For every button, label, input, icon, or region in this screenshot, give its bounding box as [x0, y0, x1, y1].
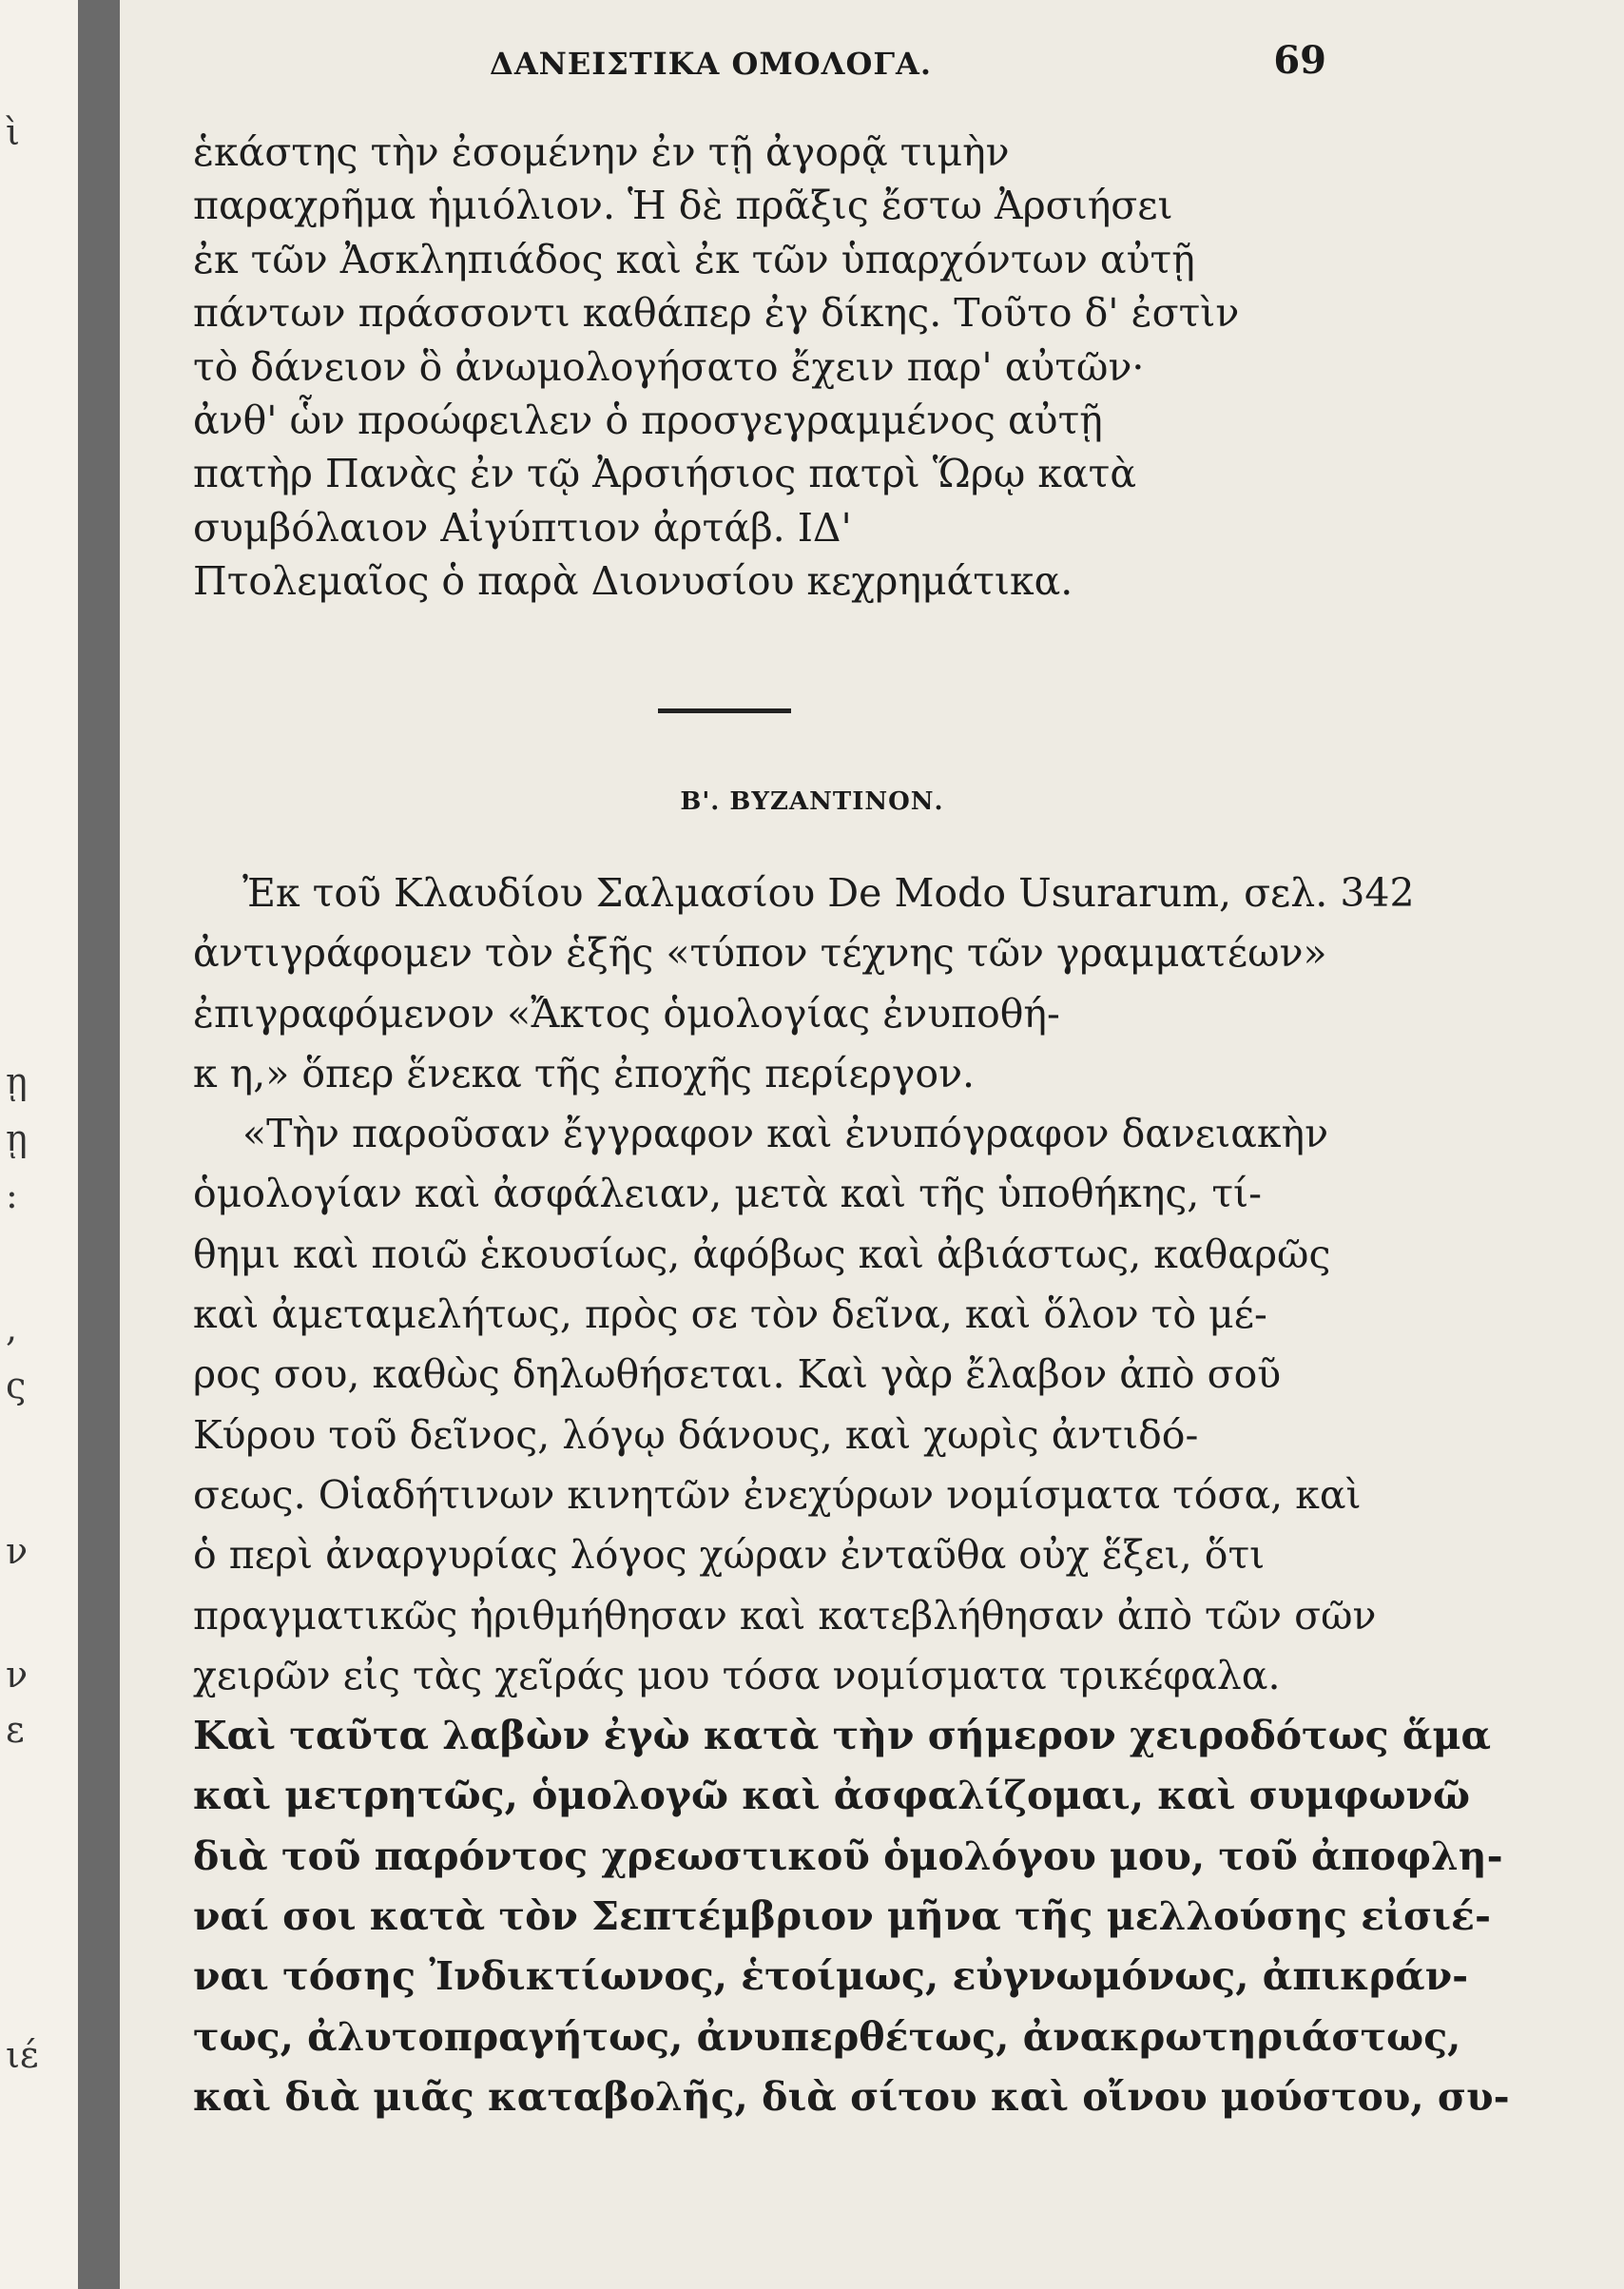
section-b-text	[193, 863, 1510, 2127]
text-line: ὁ περὶ ἀναργυρίας λόγος χώραν ἐνταῦθα οὐχ ἕξει, ὅτι	[193, 1532, 1266, 1579]
text-line: Καὶ ταῦτα λαβὼν ἐγὼ κατὰ τὴν σήμερον χειροδότως ἅμα	[193, 1713, 1492, 1759]
margin-fragment: ῃ	[6, 1060, 28, 1102]
text-line: Ἐκ τοῦ Κλαυδίου Σαλμασίου De Modo Usurarum, σελ. 342	[242, 870, 1415, 916]
text-line: σεως. Οἱαδήτινων κινητῶν ἐνεχύρων νομίσματα τόσα, καὶ	[193, 1471, 1362, 1518]
text-line: πάντων πράσσοντι καθάπερ ἐγ δίκης. Τοῦτο δ' ἐστὶν	[193, 290, 1240, 337]
margin-fragment: ν	[6, 1654, 29, 1696]
text-line: συμβόλαιον Αἰγύπτιον ἀρτάβ. ΙΔ'	[193, 504, 852, 551]
running-title: ΔΑΝΕΙΣΤΙΚΑ ΟΜΟΛΟΓΑ.	[490, 46, 933, 82]
text-line: κ η,» ὅπερ ἕνεκα τῆς ἐποχῆς περίεργον.	[193, 1050, 976, 1096]
text-line: διὰ τοῦ παρόντος χρεωστικοῦ ὁμολόγου μου, τοῦ ἀποφλη-	[193, 1833, 1503, 1879]
text-line: ὁμολογίαν καὶ ἀσφάλειαν, μετὰ καὶ τῆς ὑποθήκης, τί-	[193, 1171, 1262, 1217]
page-number: 69	[1273, 38, 1326, 83]
text-line: καὶ ἀμεταμελήτως, πρὸς σε τὸν δεῖνα, καὶ ὅλον τὸ μέ-	[193, 1291, 1267, 1338]
text-line: «Τὴν παροῦσαν ἔγγραφον καὶ ἐνυπόγραφον δανειακὴν	[242, 1111, 1329, 1157]
text-line: ναί σοι κατὰ τὸν Σεπτέμβριον μῆνα τῆς μελλούσης εἰσιέ-	[193, 1893, 1491, 1940]
text-line: θημι καὶ ποιῶ ἑκουσίως, ἀφόβως καὶ ἀβιάστως, καθαρῶς	[193, 1231, 1331, 1277]
text-line: τως, ἀλυτοπραγήτως, ἀνυπερθέτως, ἀνακρωτηριάστως,	[193, 2013, 1461, 2060]
previous-page-margin	[0, 0, 78, 2289]
text-line: ρος σου, καθὼς δηλωθήσεται. Καὶ γὰρ ἔλαβον ἀπὸ σοῦ	[193, 1351, 1282, 1398]
text-line: Κύρου τοῦ δεῖνος, λόγῳ δάνους, καὶ χωρὶς ἀντιδό-	[193, 1411, 1199, 1458]
text-line: ναι τόσης Ἰνδικτίωνος, ἑτοίμως, εὐγνωμόνως, ἀπικράν-	[193, 1953, 1469, 2000]
section-heading: Β'. ΒΥΖΑΝΤΙΝΟΝ.	[680, 787, 944, 816]
text-line: πραγματικῶς ἠριθμήθησαν καὶ κατεβλήθησαν ἀπὸ τῶν σῶν	[193, 1592, 1377, 1639]
text-line: ἑκάστης τὴν ἐσομένην ἐν τῇ ἀγορᾷ τιμὴν	[193, 129, 1010, 175]
margin-fragment: ὶ	[6, 111, 20, 153]
margin-fragment: ε	[6, 1709, 25, 1751]
text-line: τὸ δάνειον ὃ ἀνωμολογήσατο ἔχειν παρ' αὐτῶν·	[193, 343, 1145, 390]
text-line: πατὴρ Πανὰς ἐν τῷ Ἀρσιήσιος πατρὶ Ὥρῳ κατὰ	[193, 451, 1137, 497]
margin-fragment: ιέ	[6, 2034, 39, 2076]
text-line: καὶ μετρητῶς, ὁμολογῶ καὶ ἀσφαλίζομαι, καὶ συμφωνῶ	[193, 1773, 1470, 1819]
text-line: ἀντιγράφομεν τὸν ἑξῆς «τύπον τέχνης τῶν γραμματέων»	[193, 930, 1327, 977]
margin-fragment: ,	[6, 1308, 18, 1349]
margin-fragment: ῃ	[6, 1117, 28, 1159]
text-line: καὶ διὰ μιᾶς καταβολῆς, διὰ σίτου καὶ οἴνου μούστου, συ-	[193, 2073, 1510, 2120]
text-line: Πτολεμαῖος ὁ παρὰ Διονυσίου κεχρημάτικα.	[193, 558, 1073, 605]
text-line: ἐπιγραφόμενον «Ἄκτος ὁμολογίας ἐνυποθή-	[193, 990, 1060, 1037]
margin-fragment: ς	[6, 1365, 27, 1406]
margin-fragment: :	[6, 1174, 18, 1216]
text-line: χειρῶν εἰς τὰς χεῖράς μου τόσα νομίσματα τρικέφαλα.	[193, 1652, 1281, 1698]
text-line: παραχρῆμα ἡμιόλιον. Ἡ δὲ πρᾶξις ἔστω Ἀρσιήσει	[193, 183, 1173, 229]
margin-fragment: ν	[6, 1530, 29, 1572]
text-line: ἀνθ' ὧν προώφειλεν ὁ προσγεγραμμένος αὐτῇ	[193, 397, 1103, 443]
section-a-text	[193, 126, 1296, 609]
book-spine-shadow	[78, 0, 120, 2289]
page-header	[490, 38, 1326, 95]
text-line: ἐκ τῶν Ἀσκληπιάδος καὶ ἐκ τῶν ὑπαρχόντων αὐτῇ	[193, 236, 1195, 282]
section-divider	[658, 708, 791, 713]
